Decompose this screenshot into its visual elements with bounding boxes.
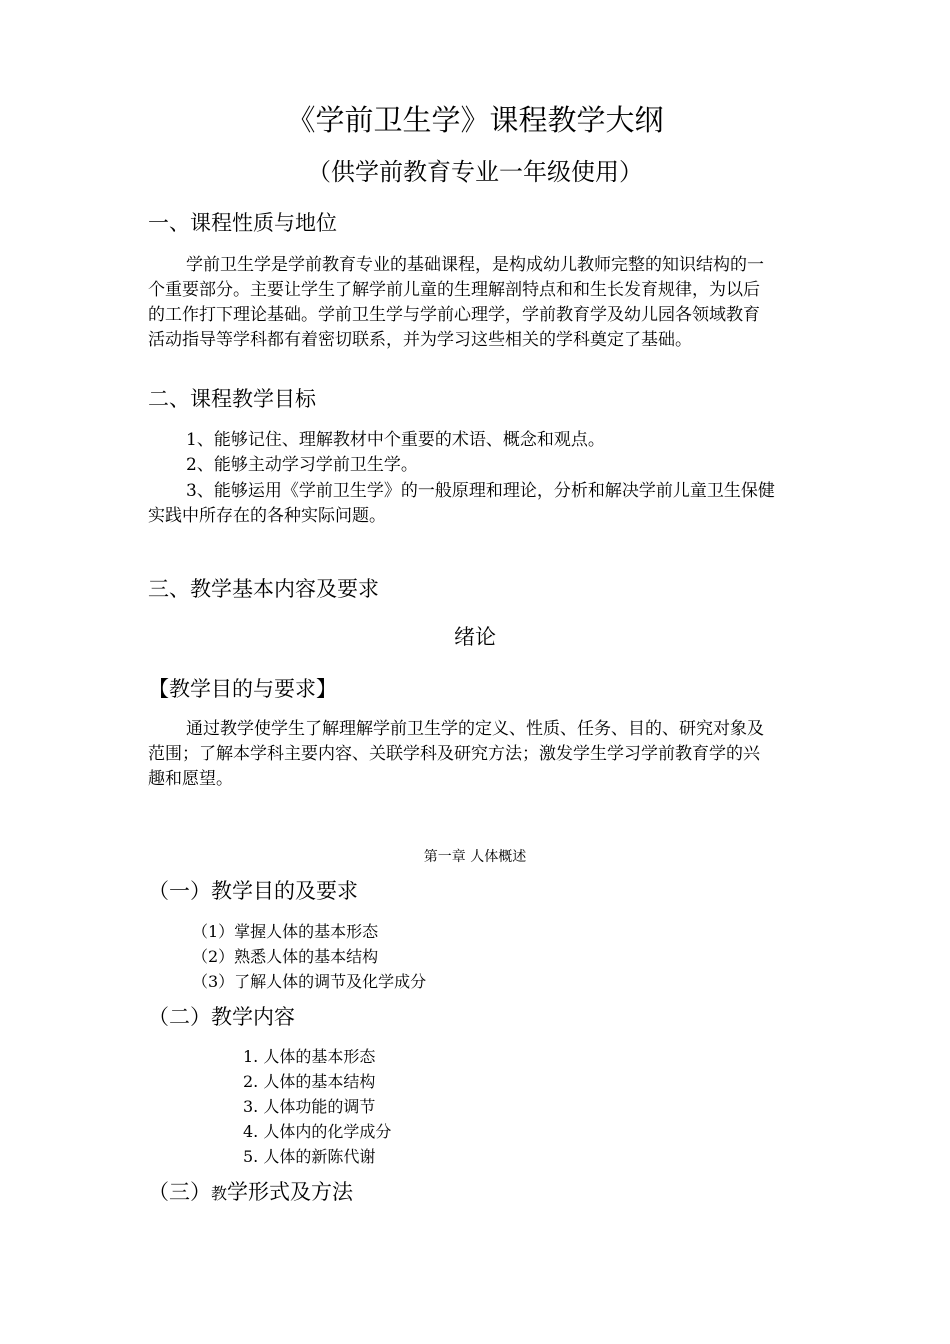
goal-item-1: 1、能够记住、理解教材中个重要的术语、概念和观点。 bbox=[186, 430, 605, 450]
chapter1-sub2-item-4: 4. 人体内的化学成分 bbox=[243, 1122, 392, 1141]
goal-item-3: 3、能够运用《学前卫生学》的一般原理和理论，分析和解决学前儿童卫生保健 bbox=[186, 481, 775, 501]
chapter1-sub1-item-2: （2）熟悉人体的基本结构 bbox=[192, 947, 379, 966]
sub3-heading-prefix: （三） bbox=[148, 1180, 211, 1204]
chapter1-sub2-item-1: 1. 人体的基本形态 bbox=[243, 1047, 376, 1066]
chapter1-sub3-heading bbox=[148, 1177, 353, 1209]
chapter1-sub1-item-1: （1）掌握人体的基本形态 bbox=[192, 922, 379, 941]
chapter1-sub1-item-3: （3）了解人体的调节及化学成分 bbox=[192, 972, 427, 991]
section1-line-2: 个重要部分。主要让学生了解学前儿童的生理解剖特点和和生长发育规律，为以后 bbox=[148, 280, 760, 300]
chapter1-sub1-heading: （一）教学目的及要求 bbox=[148, 879, 358, 903]
goal-requirements-heading: 【教学目的与要求】 bbox=[148, 677, 337, 701]
chapter1-sub2-item-5: 5. 人体的新陈代谢 bbox=[243, 1147, 376, 1166]
intro-goal-line-3: 趣和愿望。 bbox=[148, 769, 233, 789]
intro-title: 绪论 bbox=[454, 625, 496, 649]
section3-heading: 三、教学基本内容及要求 bbox=[148, 577, 379, 601]
section2-heading: 二、课程教学目标 bbox=[148, 387, 316, 411]
section1-line-1: 学前卫生学是学前教育专业的基础课程，是构成幼儿教师完整的知识结构的一 bbox=[186, 255, 764, 275]
section1-heading: 一、课程性质与地位 bbox=[148, 211, 337, 235]
goal-item-2: 2、能够主动学习学前卫生学。 bbox=[186, 455, 418, 475]
sub3-heading-small-char: 教 bbox=[211, 1184, 228, 1203]
section1-line-3: 的工作打下理论基础。学前卫生学与学前心理学，学前教育学及幼儿园各领域教育 bbox=[148, 305, 760, 325]
document-title: 《学前卫生学》课程教学大纲 bbox=[286, 103, 664, 137]
section1-line-4: 活动指导等学科都有着密切联系，并为学习这些相关的学科奠定了基础。 bbox=[148, 330, 692, 350]
chapter1-sub2-item-3: 3. 人体功能的调节 bbox=[243, 1097, 376, 1116]
sub3-heading-rest: 学形式及方法 bbox=[227, 1180, 354, 1204]
intro-goal-line-2: 范围；了解本学科主要内容、关联学科及研究方法；激发学生学习学前教育学的兴 bbox=[148, 744, 760, 764]
document-subtitle: （供学前教育专业一年级使用） bbox=[307, 158, 643, 186]
chapter1-sub2-item-2: 2. 人体的基本结构 bbox=[243, 1072, 376, 1091]
chapter1-title: 第一章 人体概述 bbox=[423, 849, 527, 865]
intro-goal-line-1: 通过教学使学生了解理解学前卫生学的定义、性质、任务、目的、研究对象及 bbox=[186, 719, 764, 739]
chapter1-sub2-heading: （二）教学内容 bbox=[148, 1005, 295, 1029]
goal-item-3-cont: 实践中所存在的各种实际问题。 bbox=[148, 506, 386, 526]
